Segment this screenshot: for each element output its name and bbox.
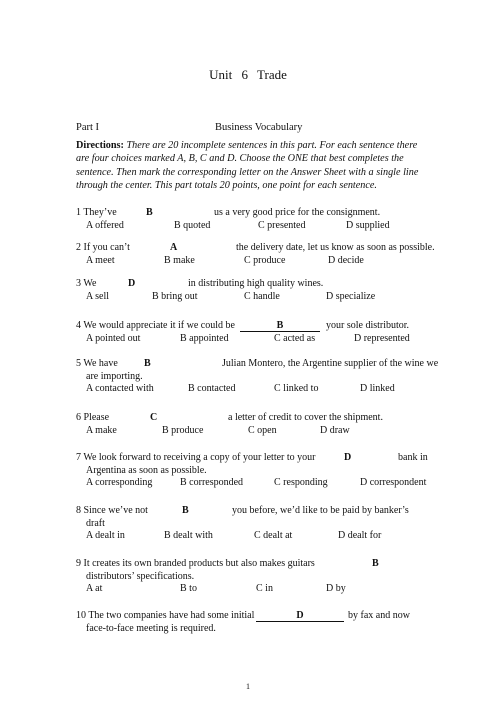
question-stem: 6 Please [76, 412, 110, 423]
page-number: 1 [246, 682, 250, 691]
option-d: D draw [320, 424, 350, 436]
question-7 [76, 452, 426, 490]
option-b: B appointed [180, 332, 229, 344]
option-b: B bring out [152, 290, 198, 302]
question-stem: 2 If you can’t [76, 242, 130, 253]
option-b: B contacted [188, 383, 236, 395]
question-stem: 10 The two companies have had some initial [76, 610, 255, 621]
question-stem-end: the delivery date, let us know as soon as possible. [236, 242, 435, 253]
option-a: A sell [86, 290, 110, 302]
question-1 [76, 207, 426, 232]
answer-letter: B [146, 207, 153, 218]
option-c: C responding [274, 477, 328, 489]
option-b: B produce [162, 424, 204, 436]
answer-letter: D [256, 610, 344, 622]
answer-letter: D [344, 452, 352, 463]
question-stem-end: Julian Montero, the Argentine supplier of the wine we [222, 358, 439, 369]
question-stem: 9 It creates its own branded products but also makes guitars [76, 558, 315, 569]
question-stem-continued: distributors’ specifications. [86, 570, 195, 582]
answer-letter: D [128, 278, 136, 289]
question-6 [76, 412, 426, 437]
question-stem: 3 We [76, 278, 97, 289]
question-stem: 5 We have [76, 358, 118, 369]
question-9 [76, 558, 426, 596]
directions-label: Directions: [76, 140, 124, 151]
question-5 [76, 358, 439, 396]
option-a: A offered [86, 219, 124, 231]
option-d: D dealt for [338, 530, 382, 542]
question-stem-end: by fax and now [348, 610, 410, 621]
option-b: B make [164, 254, 195, 266]
option-c: C acted as [274, 332, 316, 344]
answer-letter: C [150, 412, 158, 423]
question-stem: 1 They’ve [76, 207, 117, 218]
option-b: B corresponded [180, 477, 244, 489]
part-label: Part I [76, 122, 100, 133]
question-stem-end: in distributing high quality wines. [188, 278, 324, 289]
question-4 [76, 320, 426, 345]
part-name: Business Vocabulary [215, 122, 303, 133]
answer-letter: B [372, 558, 379, 569]
directions [76, 139, 422, 192]
question-8 [76, 505, 426, 543]
question-stem: 8 Since we’ve not [76, 505, 148, 516]
question-stem: 4 We would appreciate it if we could be [76, 320, 235, 331]
question-stem-continued: are importing. [86, 370, 143, 382]
option-c: C presented [258, 219, 306, 231]
option-c: C dealt at [254, 530, 293, 542]
option-c: C produce [244, 254, 286, 266]
option-d: D specialize [326, 290, 376, 302]
answer-letter: B [182, 505, 189, 516]
option-d: D linked [360, 383, 395, 395]
option-d: D supplied [346, 219, 390, 231]
question-3 [76, 278, 426, 303]
option-c: C open [248, 424, 277, 436]
question-stem-end: us a very good price for the consignment. [214, 207, 381, 218]
answer-letter: A [170, 242, 178, 253]
question-stem-end: a letter of credit to cover the shipment. [228, 412, 383, 423]
question-stem-end: you before, we’d like to be paid by banker’s [232, 505, 409, 516]
option-a: A pointed out [86, 332, 141, 344]
option-b: B quoted [174, 219, 211, 231]
option-d: D correspondent [360, 477, 427, 489]
answer-letter: B [240, 320, 320, 332]
option-d: D represented [354, 332, 410, 344]
option-c: C linked to [274, 383, 319, 395]
option-a: A at [86, 583, 103, 595]
option-b: B to [180, 583, 197, 595]
directions-text: There are 20 incomplete sentences in this part. For each sentence there are four choices marked A, B, C and D. Choose the ONE that best completes the sentence. Then mark the corresponding letter on the Answer Sheet with a single line through the center. This part totals 20 points, one point for each sentence. [76, 140, 419, 191]
option-c: C handle [244, 290, 280, 302]
option-a: A meet [86, 254, 115, 266]
question-stem-continued: draft [86, 517, 105, 529]
question-stem-continued: Argentina as soon as possible. [86, 464, 207, 476]
option-a: A dealt in [86, 530, 125, 542]
question-stem-end: your sole distributor. [326, 320, 410, 331]
option-d: D by [326, 583, 346, 595]
question-stem: 7 We look forward to receiving a copy of your letter to your [76, 452, 316, 463]
question-10 [76, 610, 426, 635]
page-title: Unit 6 Trade [209, 67, 287, 82]
question-stem-continued: face-to-face meeting is required. [86, 622, 216, 634]
option-b: B dealt with [164, 530, 213, 542]
option-a: A contacted with [86, 383, 154, 395]
option-c: C in [256, 583, 273, 595]
option-a: A make [86, 424, 117, 436]
option-d: D decide [328, 254, 364, 266]
option-a: A corresponding [86, 477, 153, 489]
question-stem-end: bank in [398, 452, 428, 463]
question-2 [76, 242, 435, 267]
answer-letter: B [144, 358, 151, 369]
